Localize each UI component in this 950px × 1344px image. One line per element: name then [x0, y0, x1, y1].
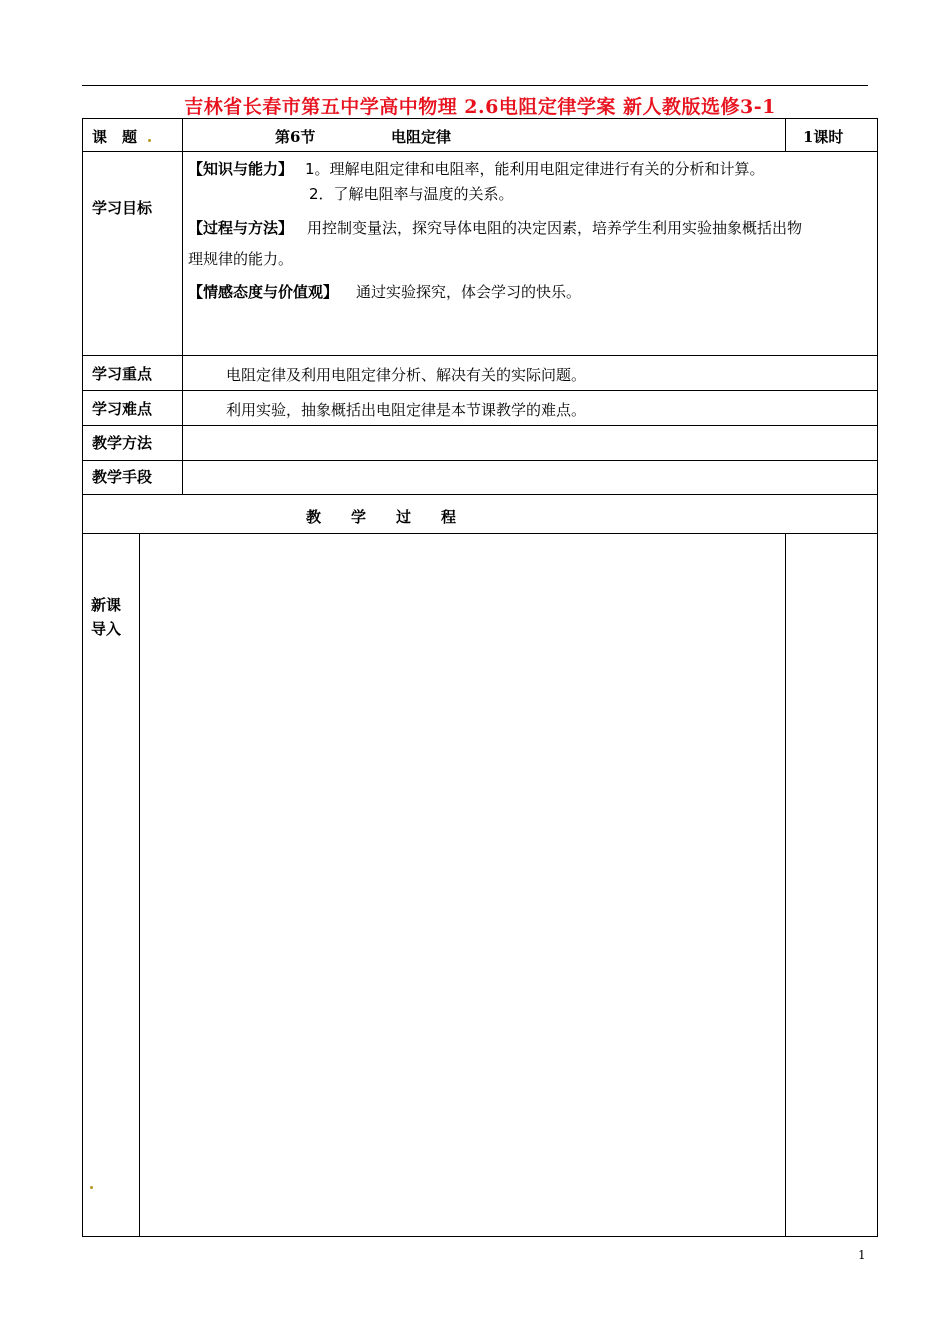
- knowledge-objective-1: 1。理解电阻定律和电阻率，能利用电阻定律进行有关的分析和计算。: [305, 160, 765, 178]
- knowledge-tag: 【知识与能力】: [188, 160, 294, 178]
- key-points-text: 电阻定律及利用电阻定律分析、解决有关的实际问题。: [226, 366, 587, 384]
- document-title: 吉林省长春市第五中学高中物理 2.6电阻定律学案 新人教版选修3-1: [184, 96, 776, 118]
- means-label-cell: [82, 460, 183, 495]
- header-rule: [82, 85, 868, 86]
- intro-label-line-2: 导入: [91, 620, 122, 638]
- means-content-cell: [182, 460, 878, 495]
- process-label-column: [82, 533, 140, 1237]
- class-hours: 1课时: [803, 128, 844, 146]
- key-points-label: 学习重点: [92, 365, 153, 383]
- row-topic-hours-cell: [785, 118, 878, 152]
- topic-label: 课 题: [92, 128, 138, 146]
- process-notes-column: [785, 533, 878, 1237]
- key-points-content-cell: [182, 355, 878, 391]
- objectives-label: 学习目标: [92, 199, 153, 217]
- objectives-content-cell: [182, 151, 878, 356]
- process-heading-cell: [82, 494, 878, 534]
- emotion-tag: 【情感态度与价值观】: [188, 283, 339, 301]
- difficulties-label-cell: [82, 390, 183, 426]
- stray-mark: [148, 139, 151, 142]
- process-objective-line-1: 用控制变量法，探究导体电阻的决定因素，培养学生利用实验抽象概括出物: [307, 219, 803, 237]
- method-content-cell: [182, 425, 878, 461]
- difficulties-text: 利用实验，抽象概括出电阻定律是本节课教学的难点。: [226, 401, 587, 419]
- method-label: 教学方法: [92, 434, 153, 452]
- difficulties-content-cell: [182, 390, 878, 426]
- intro-label-line-1: 新课: [91, 596, 122, 614]
- page-number: 1: [858, 1248, 866, 1262]
- row-topic-label-cell: [82, 118, 183, 152]
- process-content-column: [139, 533, 786, 1237]
- method-label-cell: [82, 425, 183, 461]
- process-heading: 教 学 过 程: [306, 508, 457, 526]
- section-number: 第6节: [275, 128, 316, 146]
- process-objective-line-2: 理规律的能力。: [188, 250, 294, 268]
- key-points-label-cell: [82, 355, 183, 391]
- process-tag: 【过程与方法】: [188, 219, 294, 237]
- emotion-objective: 通过实验探究，体会学习的快乐。: [356, 283, 582, 301]
- knowledge-objective-2: 2．了解电阻率与温度的关系。: [309, 185, 514, 203]
- row-topic-content-cell: [182, 118, 786, 152]
- lesson-topic: 电阻定律: [391, 128, 452, 146]
- stray-mark: [90, 1186, 93, 1189]
- means-label: 教学手段: [92, 468, 153, 486]
- objectives-label-cell: [82, 151, 183, 356]
- difficulties-label: 学习难点: [92, 400, 153, 418]
